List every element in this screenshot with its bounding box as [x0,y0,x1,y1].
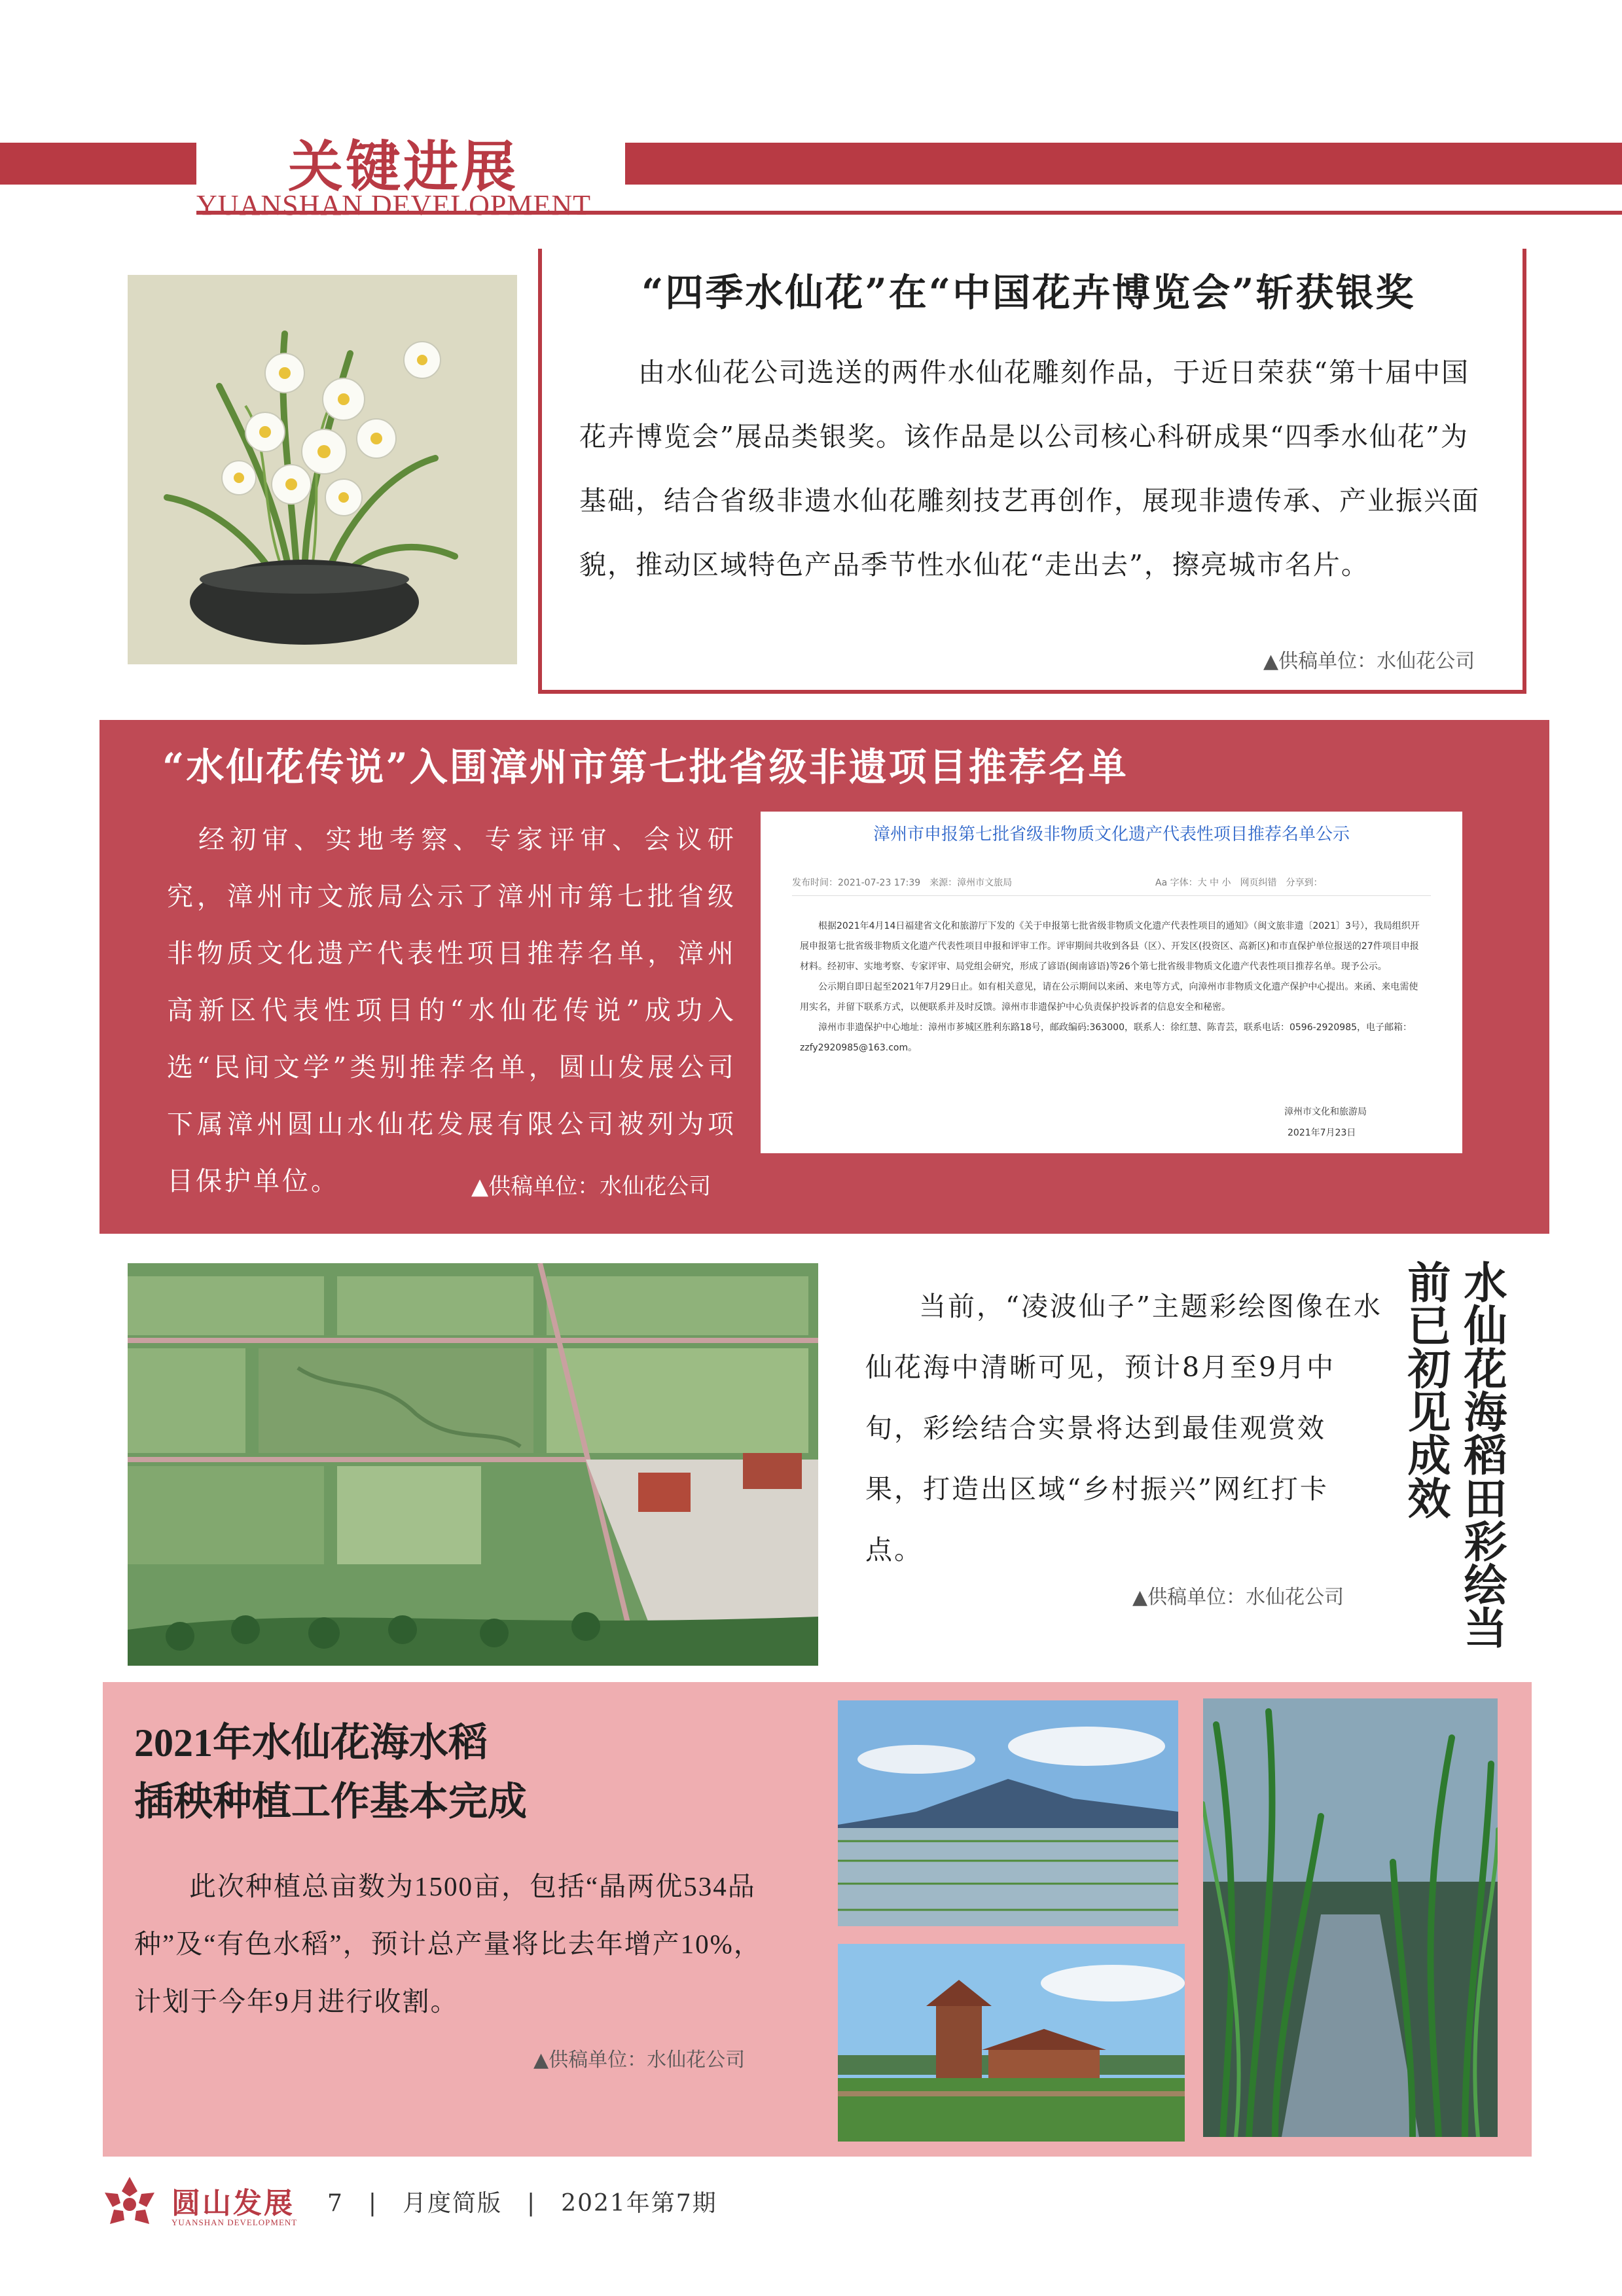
article4-credit: ▲供稿单位：水仙花公司 [533,2049,746,2072]
notice-screenshot [761,812,1462,1153]
notice-signature: 漳州市文化和旅游局 [1284,1107,1367,1117]
section-title: 关键进展 [288,134,519,199]
article3-credit: ▲供稿单位：水仙花公司 [1132,1586,1344,1609]
notice-divider [792,895,1431,896]
notice-meta: 发布时间：2021-07-23 17:39 来源：漳州市文旅局 [792,878,1013,888]
narcissus-illustration [128,275,517,664]
watchtower-photo [838,1944,1185,2142]
header-bar-left [0,143,196,185]
article4-title [134,1713,527,1831]
article2-title: “水仙花传说”入围漳州市第七批省级非遗项目推荐名单 [162,745,1128,789]
article1-credit: ▲供稿单位：水仙花公司 [1263,650,1475,673]
article2-credit: ▲供稿单位：水仙花公司 [471,1174,712,1200]
footer-issue-info: 7 | 月度简版 | 2021年第7期 [327,2190,717,2217]
notice-share-bar: Aa 字体：大 中 小 网页纠错 分享到： [1155,878,1323,888]
article4-title-line: 2021年水仙花海水稻 [134,1721,488,1765]
notice-date: 2021年7月23日 [1288,1128,1356,1138]
rice-seedlings-closeup-photo [1203,1698,1498,2137]
footer-company-name: 圆山发展 [171,2187,295,2220]
notice-title: 漳州市申报第七批省级非物质文化遗产代表性项目推荐名单公示 [873,825,1350,844]
rice-field-aerial-photo [128,1263,818,1666]
article4-title-line: 插秧种植工作基本完成 [134,1780,527,1823]
article1-frame-left [538,249,542,694]
notice-paragraph: 根据2021年4月14日福建省文化和旅游厅下发的《关于申报第七批省级非物质文化遗产代表性项目的通知》（闽文旅非遗〔2021〕3号），我局组织开展申报第七批省级非物质文化遗产代表性项目申报和评审工作。评审期间共收到各县（区）、开发区(投资区、高新区)和市直保护单位报送的27件项目申报材料。经初审、实地考察、专家评审、局党组会研究，形成了谚语(闽南谚语)等26个第七批省级非物质文化遗产代表性项目推荐名单。现予公示。 [800,921,1420,972]
section-subtitle: YUANSHAN DEVELOPMENT [196,189,591,221]
company-logo-icon [98,2173,161,2236]
article3-body: 当前，“凌波仙子”主题彩绘图像在水仙花海中清晰可见，预计8月至9月中旬，彩绘结合实景将达到最佳观赏效果，打造出区域“乡村振兴”网红打卡点。 [865,1291,1382,1566]
paddy-field-mountain-photo [838,1700,1178,1926]
notice-body [800,916,1422,1058]
article1-title: “四季水仙花”在“中国花卉博览会”斩获银奖 [641,270,1416,315]
notice-paragraph: 漳州市非遗保护中心地址：漳州市芗城区胜利东路18号，邮政编码:363000，联系人：徐红慧、陈青芸，联系电话：0596-2920985，电子邮箱：zzfy2920985@163.com。 [800,1022,1413,1053]
header-bar-right [625,143,1622,185]
article4-body: 此次种植总亩数为1500亩，包括“晶两优534品种”及“有色水稻”，预计总产量将比去年增产10%，计划于今年9月进行收割。 [134,1871,762,2017]
article1-body: 由水仙花公司选送的两件水仙花雕刻作品，于近日荣获“第十届中国花卉博览会”展品类银奖。该作品是以公司核心科研成果“四季水仙花”为基础，结合省级非遗水仙花雕刻技艺再创作，展现非遗传承、产业振兴面貌，推动区域特色产品季节性水仙花“走出去”，擦亮城市名片。 [579,357,1480,581]
footer-company-name-en: YUANSHAN DEVELOPMENT [171,2217,298,2227]
article3-vertical-title: 水仙花海稻田彩绘当前已初见成效 [1400,1260,1507,1649]
notice-paragraph: 公示期自即日起至2021年7月29日止。如有相关意见，请在公示期间以来函、来电等方式，向漳州市非物质文化遗产保护中心提出。来函、来电需使用实名，并留下联系方式，以便联系并及时反馈。漳州市非遗保护中心负责保护投诉者的信息安全和秘密。 [800,982,1418,1013]
article2-body: 经初审、实地考察、专家评审、会议研究，漳州市文旅局公示了漳州市第七批省级非物质文化遗产代表性项目推荐名单，漳州高新区代表性项目的“水仙花传说”成功入选“民间文学”类别推荐名单，圆山发展公司下属漳州圆山水仙花发展有限公司被列为项目保护单位。 [167,825,736,1196]
